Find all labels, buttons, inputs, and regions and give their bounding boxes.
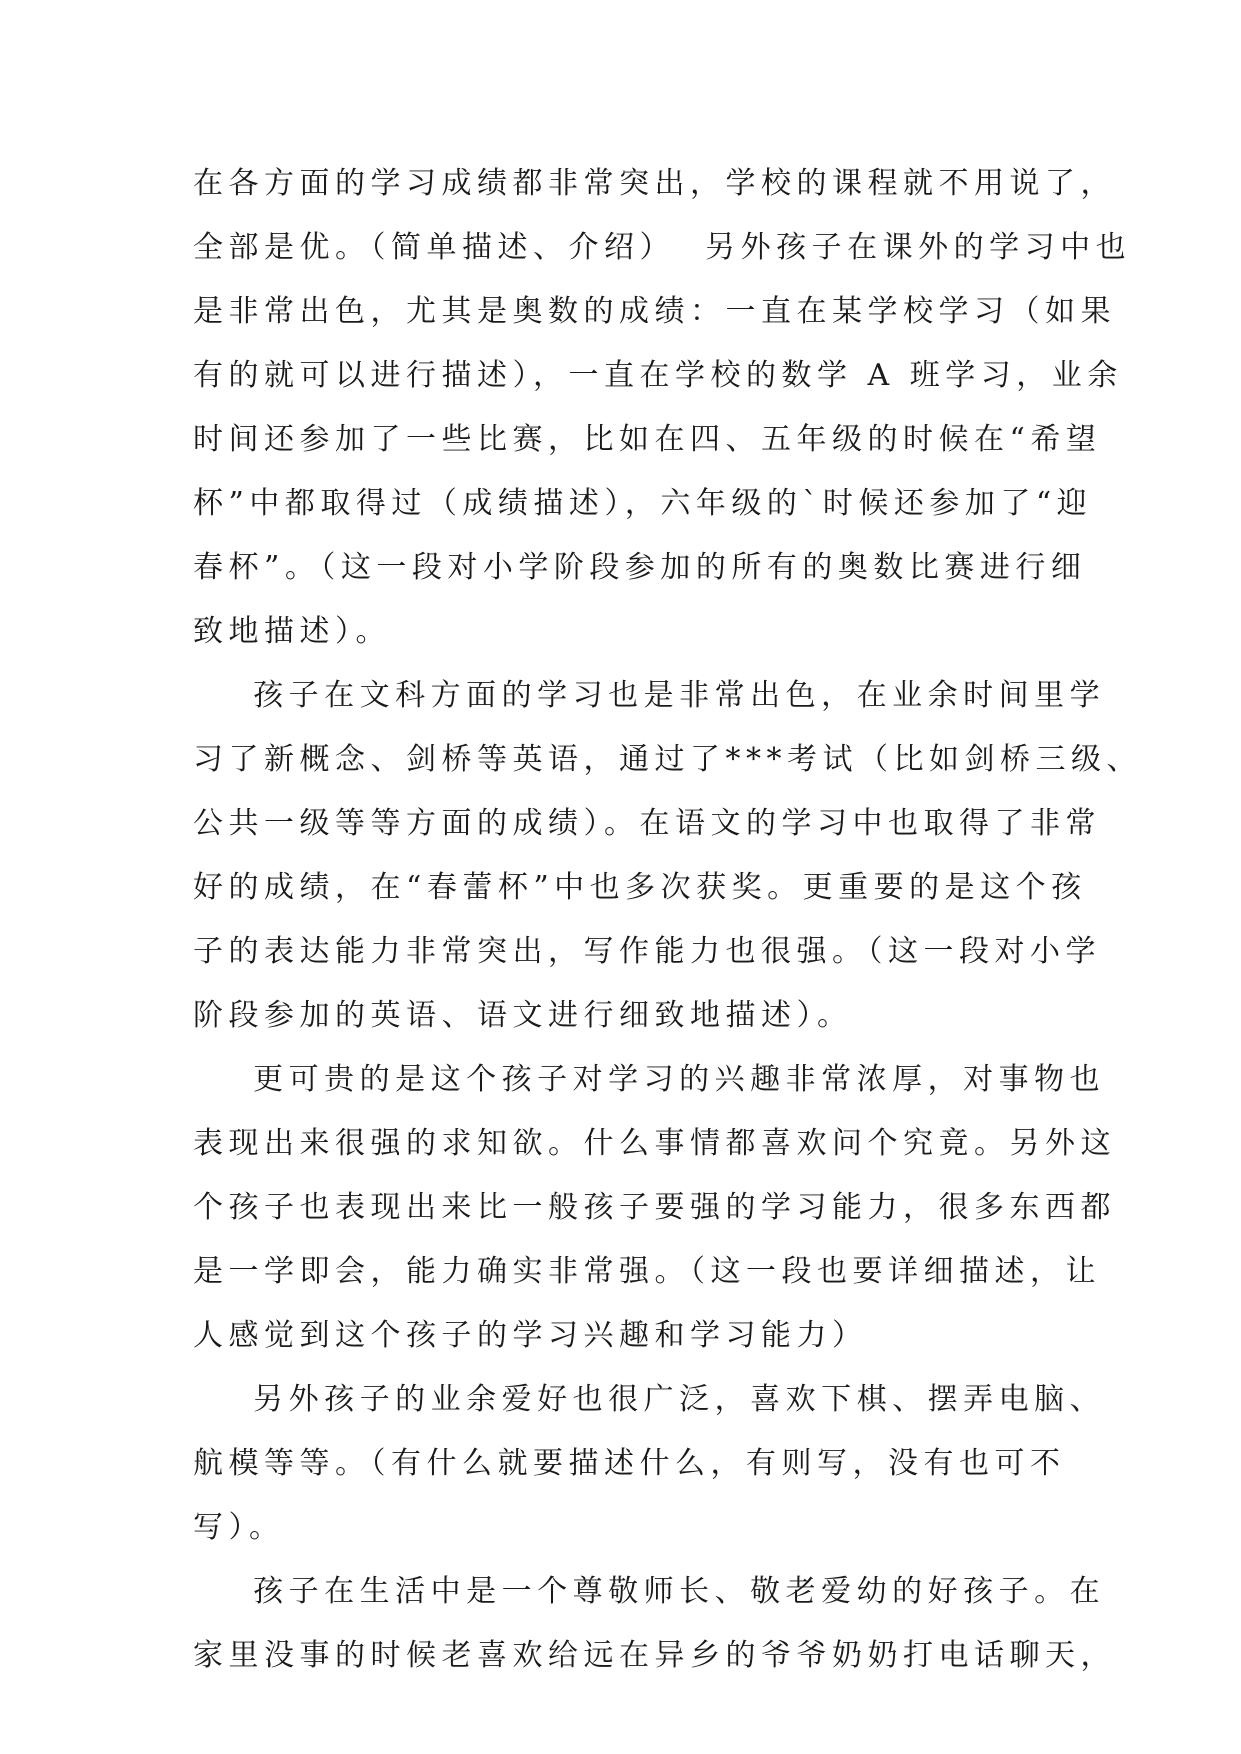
text-line: 航模等等。（有什么就要描述什么，有则写，没有也可不 [193,1446,1066,1481]
text-line: 个孩子也表现出来比一般孩子要强的学习能力，很多东西都 [193,1190,1116,1225]
text-line: 致地描述）。 [193,614,391,649]
text-line: 更可贵的是这个孩子对学习的兴趣非常浓厚，对事物也 [193,1062,1106,1097]
text-line: 是非常出色，尤其是奥数的成绩：一直在某学校学习（如果 [193,294,1116,329]
text-line: 孩子在生活中是一个尊敬师长、敬老爱幼的好孩子。在 [193,1574,1106,1609]
text-line: 另外孩子的业余爱好也很广泛，喜欢下棋、摆弄电脑、 [193,1382,1106,1417]
text-line: 阶段参加的英语、语文进行细致地描述）。 [193,998,853,1033]
document-body [193,152,1142,1688]
text-line: 孩子在文科方面的学习也是非常出色，在业余时间里学 [193,678,1106,713]
text-line: 在各方面的学习成绩都非常突出，学校的课程就不用说了， [193,166,1116,201]
text-line: 人感觉到这个孩子的学习兴趣和学习能力） [193,1318,868,1353]
text-line: 子的表达能力非常突出，写作能力也很强。（这一段对小学 [193,934,1101,969]
text-line: 是一学即会，能力确实非常强。（这一段也要详细描述，让 [193,1254,1101,1289]
text-line: 表现出来很强的求知欲。什么事情都喜欢问个究竟。另外这 [193,1126,1116,1161]
text-line: 公共一级等等方面的成绩）。在语文的学习中也取得了非常 [193,806,1101,841]
text-line: 好的成绩，在“春蕾杯”中也多次获奖。更重要的是这个孩 [193,870,1087,905]
text-line: 家里没事的时候老喜欢给远在异乡的爷爷奶奶打电话聊天， [193,1638,1116,1673]
text-line: 全部是优。（简单描述、介绍） 另外孩子在课外的学习中也 [193,230,1132,265]
text-line: 时间还参加了一些比赛，比如在四、五年级的时候在“希望 [193,422,1102,457]
text-line: 有的就可以进行描述），一直在学校的数学 A 班学习，业余 [193,358,1123,393]
text-line: 杯”中都取得过（成绩描述），六年级的`时候还参加了“迎 [193,486,1093,521]
text-line: 习了新概念、剑桥等英语，通过了***考试（比如剑桥三级、 [193,742,1142,777]
text-line: 写）。 [193,1510,285,1545]
text-line: 春杯”。（这一段对小学阶段参加的所有的奥数比赛进行细 [193,550,1087,585]
